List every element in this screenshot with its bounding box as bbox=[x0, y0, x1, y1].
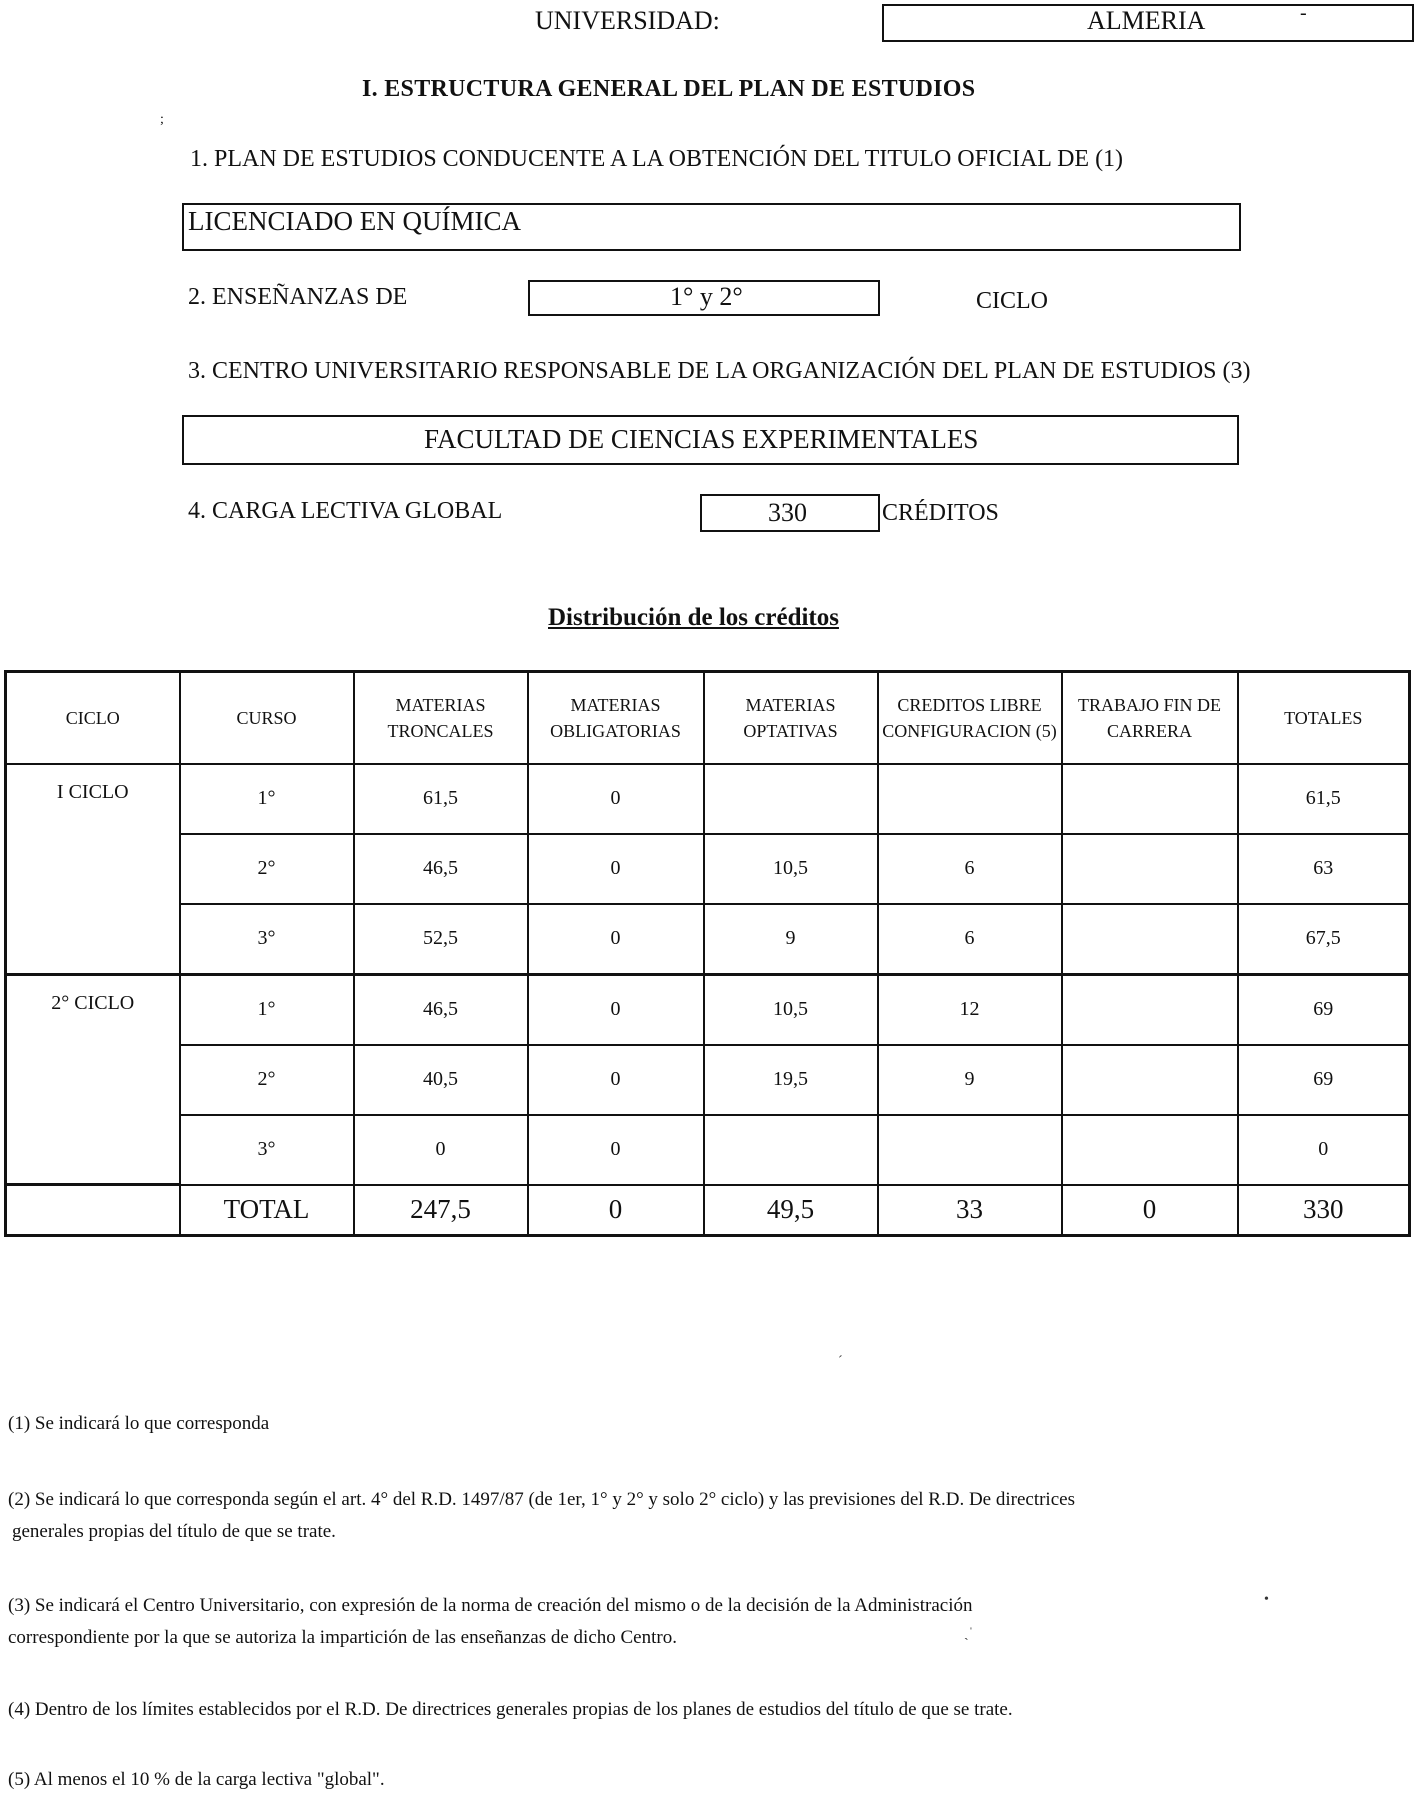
distribution-title: Distribución de los créditos bbox=[548, 604, 839, 631]
footnote-2-line-1: (2) Se indicará lo que corresponda según el art. 4° del R.D. 1497/87 (de 1er, 1° y 2° y solo 2° ciclo) y las previsiones del R.D. De directrices bbox=[8, 1489, 1075, 1510]
global-load-suffix: CRÉDITOS bbox=[882, 500, 999, 526]
global-load-value: 330 bbox=[768, 498, 807, 527]
teaching-cycle-label: 2. ENSEÑANZAS DE bbox=[188, 284, 408, 310]
troncales-cell: 61,5 bbox=[354, 764, 528, 834]
optativas-cell: 10,5 bbox=[704, 834, 878, 904]
total-row bbox=[6, 1185, 1410, 1236]
ciclo-cell-1: I CICLO bbox=[6, 764, 180, 975]
scan-speck: ˊ bbox=[838, 1354, 843, 1369]
totales-cell: 67,5 bbox=[1238, 904, 1410, 975]
footnote-4 bbox=[8, 1694, 1013, 1726]
teaching-cycle-suffix: CICLO bbox=[976, 288, 1048, 314]
university-value: ALMERIA bbox=[1087, 6, 1206, 35]
obligatorias-cell: 0 bbox=[528, 974, 704, 1045]
table-row bbox=[6, 1115, 1410, 1185]
table-header-row bbox=[6, 672, 1410, 764]
ciclo-cell-2: 2° CICLO bbox=[6, 974, 180, 1185]
degree-title-value: LICENCIADO EN QUÍMICA bbox=[188, 206, 521, 236]
global-load-label: 4. CARGA LECTIVA GLOBAL bbox=[188, 498, 503, 524]
optativas-cell: 9 bbox=[704, 904, 878, 975]
responsible-center-label: 3. CENTRO UNIVERSITARIO RESPONSABLE DE LA ORGANIZACIÓN DEL PLAN DE ESTUDIOS (3) bbox=[188, 358, 1251, 384]
university-dash: - bbox=[1300, 2, 1307, 24]
curso-cell: 3° bbox=[180, 904, 354, 975]
teaching-cycle-value: 1° y 2° bbox=[670, 282, 743, 311]
libre-cell: 6 bbox=[878, 904, 1062, 975]
totales-cell: 69 bbox=[1238, 974, 1410, 1045]
footnote-3 bbox=[8, 1590, 972, 1654]
totales-cell: 0 bbox=[1238, 1115, 1410, 1185]
total-troncales-cell: 247,5 bbox=[354, 1185, 528, 1236]
troncales-cell: 46,5 bbox=[354, 834, 528, 904]
totales-cell: 69 bbox=[1238, 1045, 1410, 1115]
header-troncales: MATERIAS TRONCALES bbox=[354, 672, 528, 764]
total-label-cell: TOTAL bbox=[180, 1185, 354, 1236]
table-row bbox=[6, 904, 1410, 975]
obligatorias-cell: 0 bbox=[528, 764, 704, 834]
total-optativas-cell: 49,5 bbox=[704, 1185, 878, 1236]
header-curso: CURSO bbox=[180, 672, 354, 764]
obligatorias-cell: 0 bbox=[528, 904, 704, 975]
footnote-3-line-2: correspondiente por la que se autoriza la impartición de las enseñanzas de dicho Centro. bbox=[8, 1627, 677, 1648]
obligatorias-cell: 0 bbox=[528, 1115, 704, 1185]
total-obligatorias-cell: 0 bbox=[528, 1185, 704, 1236]
optativas-cell: 10,5 bbox=[704, 974, 878, 1045]
table-row bbox=[6, 1045, 1410, 1115]
scan-speck: ˏˈ bbox=[964, 1626, 974, 1641]
troncales-cell: 0 bbox=[354, 1115, 528, 1185]
header-libre-configuracion: CREDITOS LIBRE CONFIGURACION (5) bbox=[878, 672, 1062, 764]
trabajo-cell bbox=[1062, 904, 1238, 975]
troncales-cell: 46,5 bbox=[354, 974, 528, 1045]
libre-cell bbox=[878, 764, 1062, 834]
obligatorias-cell: 0 bbox=[528, 834, 704, 904]
table-row bbox=[6, 834, 1410, 904]
totales-cell: 61,5 bbox=[1238, 764, 1410, 834]
university-label: UNIVERSIDAD: bbox=[535, 6, 720, 35]
total-trabajo-cell: 0 bbox=[1062, 1185, 1238, 1236]
troncales-cell: 52,5 bbox=[354, 904, 528, 975]
optativas-cell: 19,5 bbox=[704, 1045, 878, 1115]
totales-cell: 63 bbox=[1238, 834, 1410, 904]
degree-title-label: 1. PLAN DE ESTUDIOS CONDUCENTE A LA OBTENCIÓN DEL TITULO OFICIAL DE (1) bbox=[190, 146, 1124, 172]
curso-cell: 2° bbox=[180, 834, 354, 904]
curso-cell: 2° bbox=[180, 1045, 354, 1115]
obligatorias-cell: 0 bbox=[528, 1045, 704, 1115]
scan-speck: • bbox=[1264, 1592, 1269, 1607]
footnote-2-line-2: generales propias del título de que se trate. bbox=[12, 1521, 336, 1542]
optativas-cell bbox=[704, 764, 878, 834]
trabajo-cell bbox=[1062, 834, 1238, 904]
libre-cell: 9 bbox=[878, 1045, 1062, 1115]
empty-corner-cell bbox=[6, 1185, 180, 1236]
footnote-5 bbox=[8, 1764, 385, 1796]
header-optativas: MATERIAS OPTATIVAS bbox=[704, 672, 878, 764]
total-libre-cell: 33 bbox=[878, 1185, 1062, 1236]
footnote-1 bbox=[8, 1408, 269, 1440]
table-row bbox=[6, 974, 1410, 1045]
footnote-2 bbox=[8, 1484, 1075, 1548]
curso-cell: 1° bbox=[180, 974, 354, 1045]
responsible-center-value: FACULTAD DE CIENCIAS EXPERIMENTALES bbox=[424, 424, 979, 454]
footnote-5-text: (5) Al menos el 10 % de la carga lectiva "global". bbox=[8, 1769, 385, 1790]
optativas-cell bbox=[704, 1115, 878, 1185]
credits-distribution-table bbox=[4, 670, 1411, 1237]
header-obligatorias: MATERIAS OBLIGATORIAS bbox=[528, 672, 704, 764]
total-totales-cell: 330 bbox=[1238, 1185, 1410, 1236]
footnote-3-line-1: (3) Se indicará el Centro Universitario, con expresión de la norma de creación del mismo o de la decisión de la Administración bbox=[8, 1595, 973, 1616]
curso-cell: 3° bbox=[180, 1115, 354, 1185]
table-row bbox=[6, 764, 1410, 834]
header-trabajo-fin-carrera: TRABAJO FIN DE CARRERA bbox=[1062, 672, 1238, 764]
trabajo-cell bbox=[1062, 1045, 1238, 1115]
stray-mark: ; bbox=[160, 112, 164, 127]
document-title: I. ESTRUCTURA GENERAL DEL PLAN DE ESTUDIOS bbox=[362, 76, 976, 102]
trabajo-cell bbox=[1062, 764, 1238, 834]
libre-cell bbox=[878, 1115, 1062, 1185]
header-ciclo: CICLO bbox=[6, 672, 180, 764]
libre-cell: 6 bbox=[878, 834, 1062, 904]
trabajo-cell bbox=[1062, 1115, 1238, 1185]
libre-cell: 12 bbox=[878, 974, 1062, 1045]
curso-cell: 1° bbox=[180, 764, 354, 834]
header-totales: TOTALES bbox=[1238, 672, 1410, 764]
trabajo-cell bbox=[1062, 974, 1238, 1045]
footnote-1-text: (1) Se indicará lo que corresponda bbox=[8, 1413, 270, 1434]
troncales-cell: 40,5 bbox=[354, 1045, 528, 1115]
footnote-4-text: (4) Dentro de los límites establecidos por el R.D. De directrices generales propias de los planes de estudios del título de que se trate. bbox=[8, 1699, 1013, 1720]
